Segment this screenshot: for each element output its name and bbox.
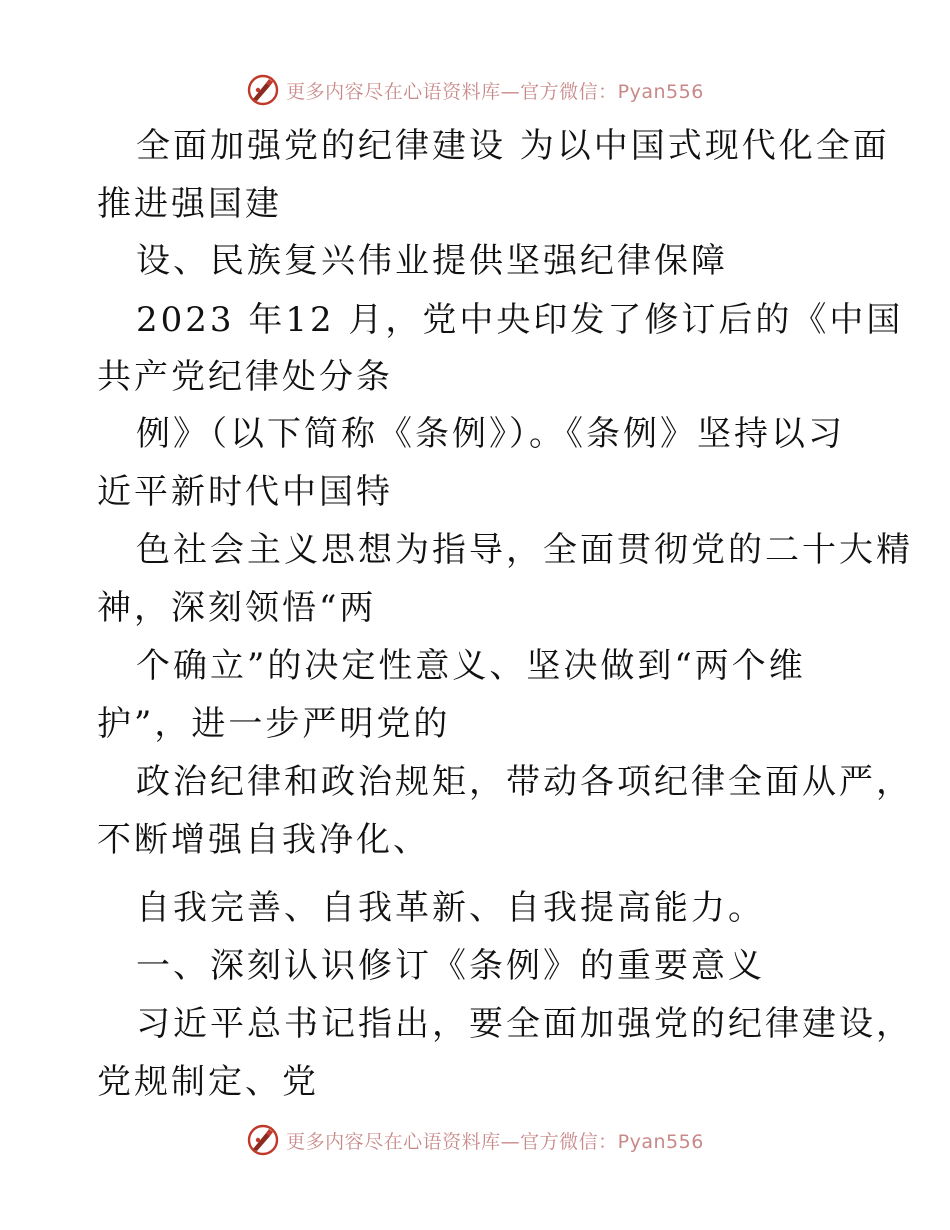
hand-pen-logo-icon <box>246 1123 280 1157</box>
text-line: 护”，进一步严明党的 <box>97 704 451 744</box>
header-watermark-banner <box>0 70 950 110</box>
watermark-text: 更多内容尽在心语资料库—官方微信：Pyan556 <box>286 1130 704 1153</box>
footer-watermark-banner <box>0 1120 950 1160</box>
text-line: 设、民族复兴伟业提供坚强纪律保障 <box>136 241 728 281</box>
text-line: 不断增强自我净化、 <box>97 820 430 860</box>
watermark-text: 更多内容尽在心语资料库—官方微信：Pyan556 <box>286 80 704 103</box>
section-heading: 一、深刻认识修订《条例》的重要意义 <box>136 946 765 986</box>
text-line: 习近平总书记指出，要全面加强党的纪律建设， <box>136 1004 913 1044</box>
text-line: 推进强国建 <box>97 184 282 224</box>
text-line: 色社会主义思想为指导，全面贯彻党的二十大精 <box>136 530 913 570</box>
text-line: 个确立”的决定性意义、坚决做到“两个维 <box>136 646 806 686</box>
text-line: 例》（以下简称《条例》）。《条例》坚持以习 <box>136 414 845 454</box>
text-line: 共产党纪律处分条 <box>97 357 393 397</box>
text-line: 神，深刻领悟“两 <box>97 588 377 628</box>
text-line: 党规制定、党 <box>97 1062 319 1102</box>
hand-pen-logo-icon <box>246 73 280 107</box>
text-line: 自我完善、自我革新、自我提高能力。 <box>136 888 765 928</box>
text-line: 政治纪律和政治规矩，带动各项纪律全面从严， <box>136 762 913 802</box>
text-line: 全面加强党的纪律建设 为以中国式现代化全面 <box>136 126 890 166</box>
text-line: 2023 年12 月，党中央印发了修订后的《中国 <box>136 300 904 340</box>
text-line: 近平新时代中国特 <box>97 472 393 512</box>
